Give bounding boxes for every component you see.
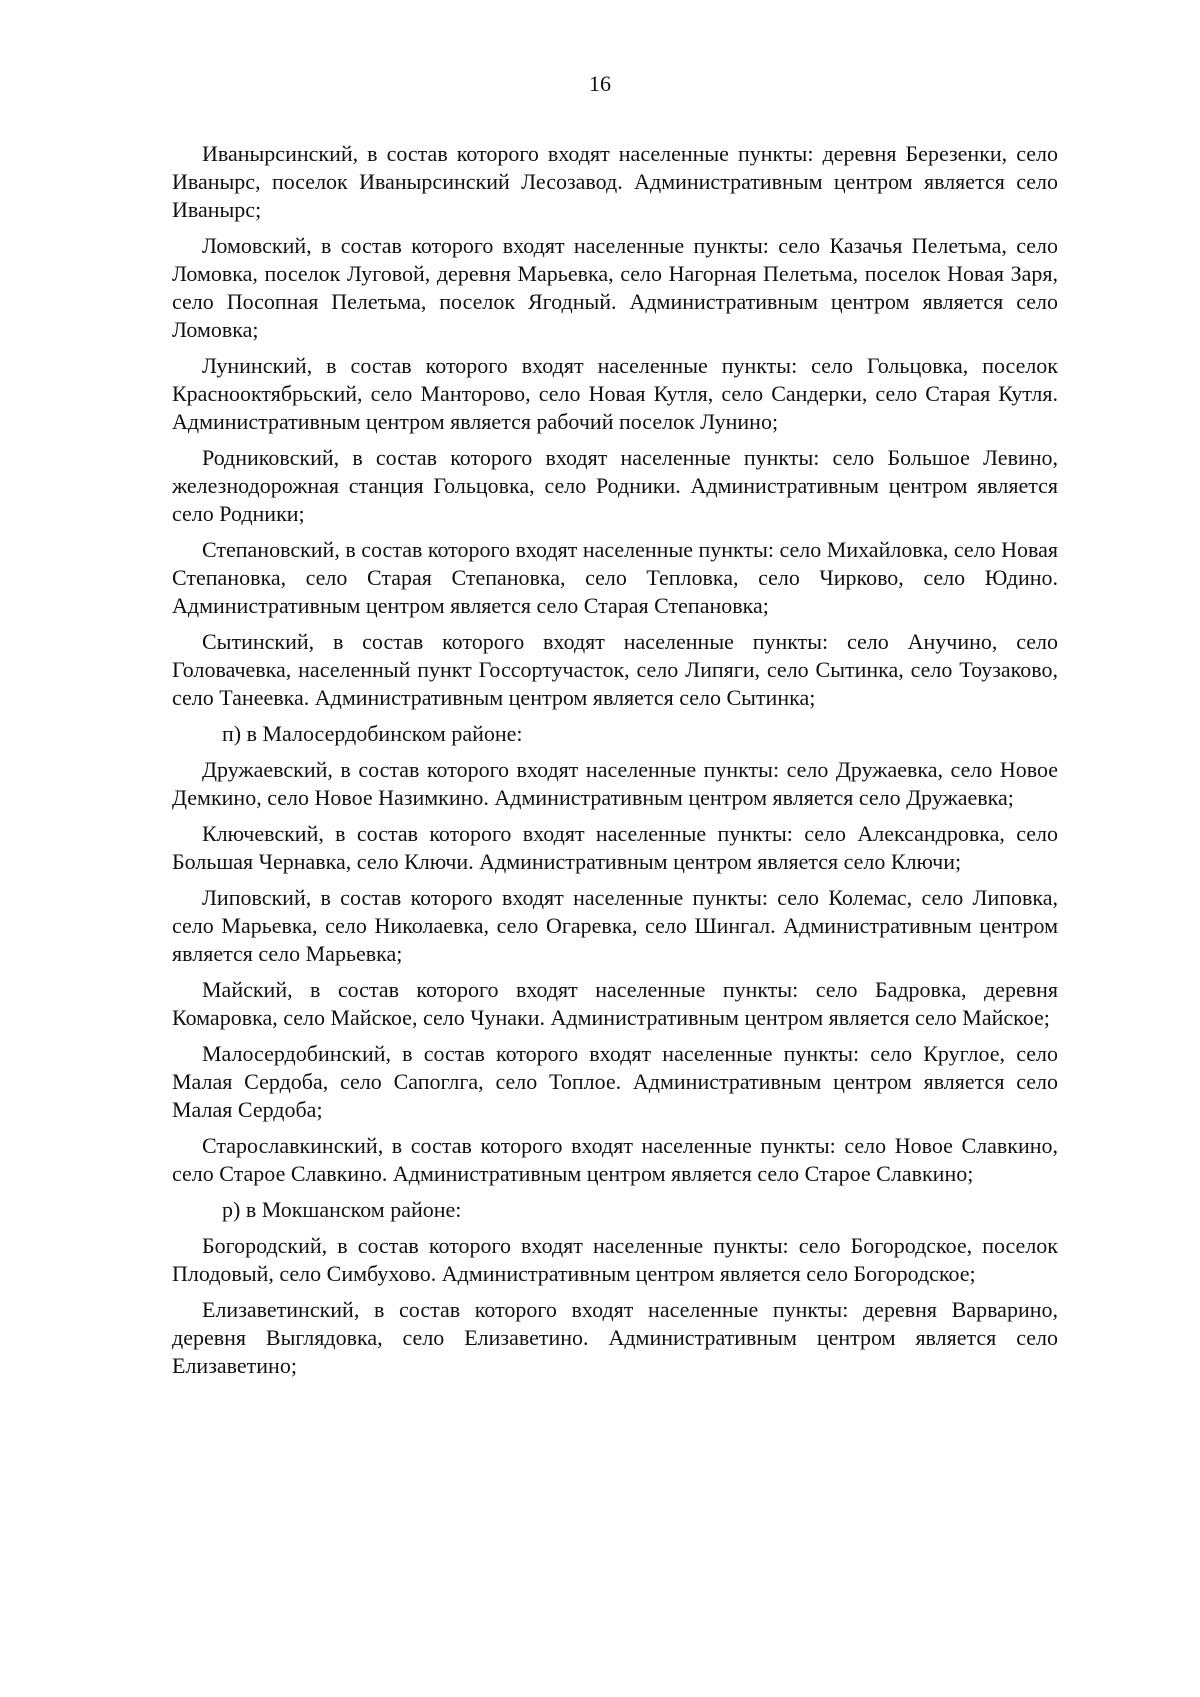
paragraph-maloserdobinsky: Малосердобинский, в состав которого входят населенные пункты: село Круглое, село Малая Сердоба, село Сапоглга, село Топлое. Административным центром является село Малая Сердоба; <box>172 1041 1058 1122</box>
paragraph-stepanovsky: Степановский, в состав которого входят населенные пункты: село Михайловка, село Новая Степановка, село Старая Степановка, село Тепловка, село Чирково, село Юдино. Административным центром является село Старая Степановка; <box>172 537 1058 618</box>
paragraph-sytinsky: Сытинский, в состав которого входят населенные пункты: село Анучино, село Головачевка, населенный пункт Госсортучасток, село Липяги, село Сытинка, село Тоузаково, село Танеевка. Административным центром является село Сытинка; <box>172 629 1058 710</box>
paragraph-rodnikovsky: Родниковский, в состав которого входят населенные пункты: село Большое Левино, железнодорожная станция Гольцовка, село Родники. Административным центром является село Родники; <box>172 445 1058 526</box>
page-number: 16 <box>589 71 611 96</box>
section-heading-mokshansky: р) в Мокшанском районе: <box>222 1197 462 1222</box>
paragraph-lomovsky: Ломовский, в состав которого входят населенные пункты: село Казачья Пелетьма, село Ломовка, поселок Луговой, деревня Марьевка, село Нагорная Пелетьма, поселок Новая Заря, село Посопная Пелетьма, поселок Ягодный. Административным центром является село Ломовка; <box>172 233 1058 342</box>
paragraph-ivanyrsinsky: Иванырсинский, в состав которого входят населенные пункты: деревня Березенки, село Иванырс, поселок Иванырсинский Лесозавод. Административным центром является село Иванырс; <box>172 141 1058 222</box>
paragraph-druzhaevsky: Дружаевский, в состав которого входят населенные пункты: село Дружаевка, село Новое Демкино, село Новое Назимкино. Административным центром является село Дружаевка; <box>172 757 1058 810</box>
document-body <box>172 140 1058 1388</box>
paragraph-elizavetinsky: Елизаветинский, в состав которого входят населенные пункты: деревня Варварино, деревня Выглядовка, село Елизаветино. Административным центром является село Елизаветино; <box>172 1297 1058 1378</box>
paragraph-luninsky: Лунинский, в состав которого входят населенные пункты: село Гольцовка, поселок Краснооктябрьский, село Манторово, село Новая Кутля, село Сандерки, село Старая Кутля. Административным центром является рабочий поселок Лунино; <box>172 353 1058 434</box>
paragraph-klyuchevsky: Ключевский, в состав которого входят населенные пункты: село Александровка, село Большая Чернавка, село Ключи. Административным центром является село Ключи; <box>172 821 1058 874</box>
paragraph-staroslavkinsky: Старославкинский, в состав которого входят населенные пункты: село Новое Славкино, село Старое Славкино. Административным центром является село Старое Славкино; <box>172 1133 1058 1186</box>
section-heading-maloserdobinsky: п) в Малосердобинском районе: <box>222 721 523 746</box>
paragraph-bogorodsky: Богородский, в состав которого входят населенные пункты: село Богородское, поселок Плодовый, село Симбухово. Административным центром является село Богородское; <box>172 1233 1058 1286</box>
paragraph-lipovsky: Липовский, в состав которого входят населенные пункты: село Колемас, село Липовка, село Марьевка, село Николаевка, село Огаревка, село Шингал. Административным центром является село Марьевка; <box>172 885 1058 966</box>
paragraph-maysky: Майский, в состав которого входят населенные пункты: село Бадровка, деревня Комаровка, село Майское, село Чунаки. Административным центром является село Майское; <box>172 977 1058 1030</box>
